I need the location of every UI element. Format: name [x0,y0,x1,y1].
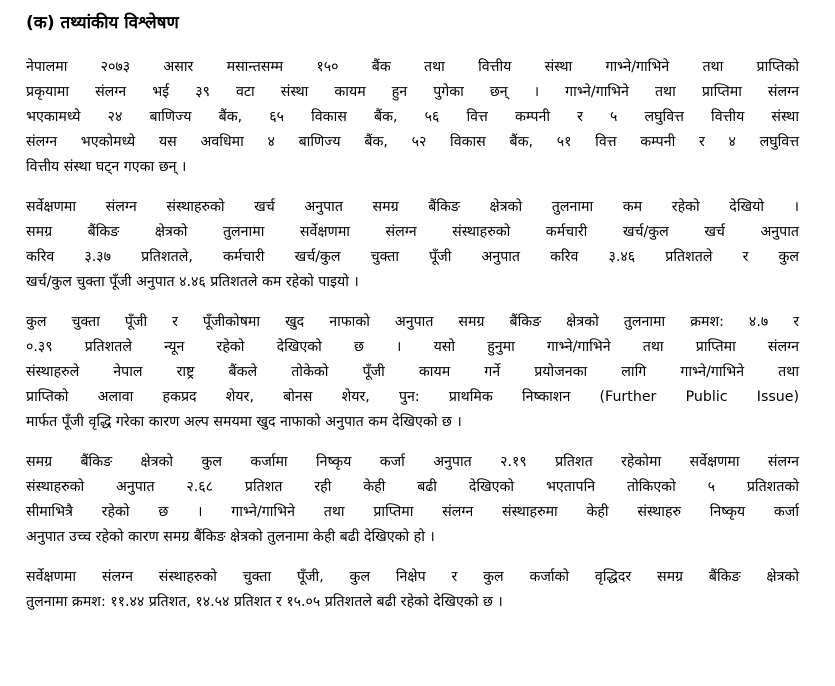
paragraph-3 [26,310,799,435]
text-line: कुल चुक्ता पूँजी र पूँजीकोषमा खुद नाफाको अनुपात समग्र बैंकिङ क्षेत्रको तुलनामा क्रमश: ४.७ र [26,314,799,330]
text-line: सीमाभित्रै रहेको छ । गाभ्ने/गाभिने तथा प्राप्तिमा संलग्न संस्थाहरुमा केही संस्थाहरु निष्कृय कर्जा [26,504,799,520]
text-line: सर्वेक्षणमा संलग्न संस्थाहरुको खर्च अनुपात समग्र बैंकिङ क्षेत्रको तुलनामा कम रहेको देखियो । [26,199,799,215]
text-line: करिव ३.३७ प्रतिशतले, कर्मचारी खर्च/कुल चुक्ता पूँजी अनुपात करिव ३.४६ प्रतिशतले र कुल [26,249,799,265]
text-line: अनुपात उच्च रहेको कारण समग्र बैंकिङ क्षेत्रको तुलनामा केही बढी देखिएको हो । [26,529,435,545]
text-line: प्रकृयामा संलग्न भई ३९ वटा संस्था कायम हुन पुगेका छन् । गाभ्ने/गाभिने तथा प्राप्तिमा संलग्न [26,84,799,100]
text-line: समग्र बैंकिङ क्षेत्रको कुल कर्जामा निष्कृय कर्जा अनुपात २.१९ प्रतिशत रहेकोमा सर्वेक्षणमा संलग्न [26,454,799,470]
text-line: प्राप्तिको अलावा हकप्रद शेयर, बोनस शेयर, पुन: प्राथमिक निष्काशन (Further Public Issue) [26,389,799,405]
text-line: सर्वेक्षणमा संलग्न संस्थाहरुको चुक्ता पूँजी, कुल निक्षेप र कुल कर्जाको वृद्धिदर समग्र बैंकिङ क्षेत्रको [26,569,799,585]
text-line: संस्थाहरुको अनुपात २.६८ प्रतिशत रही केही बढी देखिएको भएतापनि तोकिएको ५ प्रतिशतको [26,479,799,495]
text-line: वित्तीय संस्था घट्न गएका छन् । [26,159,187,175]
text-line: तुलनामा क्रमश: ११.४४ प्रतिशत, १४.५४ प्रतिशत र १५.०५ प्रतिशतले बढी रहेको देखिएको छ । [26,594,503,610]
text-line: भएकामध्ये २४ बाणिज्य बैंक, ६५ विकास बैंक, ५६ वित्त कम्पनी र ५ लघुवित्त वित्तीय संस्था [26,109,799,125]
paragraph-2 [26,195,799,295]
section-heading: (क) तथ्यांकीय विश्लेषण [26,13,179,33]
text-line: खर्च/कुल चुक्ता पूँजी अनुपात ४.४६ प्रतिशतले कम रहेको पाइयो । [26,274,359,290]
text-line: ०.३९ प्रतिशतले न्यून रहेको देखिएको छ । यसो हुनुमा गाभ्ने/गाभिने तथा प्राप्तिमा संलग्न [26,339,799,355]
text-line: समग्र बैंकिङ क्षेत्रको तुलनामा सर्वेक्षणमा संलग्न संस्थाहरुको कर्मचारी खर्च/कुल खर्च अनुपात [26,224,799,240]
text-line: मार्फत पूँजी वृद्धि गरेका कारण अल्प समयमा खुद नाफाको अनुपात कम देखिएको छ । [26,414,462,430]
text-line: संस्थाहरुले नेपाल राष्ट्र बैंकले तोकेको पूँजी कायम गर्ने प्रयोजनका लागि गाभ्ने/गाभिने तथा [26,364,799,380]
paragraph-4 [26,450,799,550]
paragraph-5 [26,565,799,615]
paragraph-1 [26,55,799,180]
text-line: संलग्न भएकोमध्ये यस अवधिमा ४ बाणिज्य बैंक, ५२ विकास बैंक, ५१ वित्त कम्पनी र ४ लघुवित्त [26,134,799,150]
text-line: नेपालमा २०७३ असार मसान्तसम्म १५० बैंक तथा वित्तीय संस्था गाभ्ने/गाभिने तथा प्राप्तिको [26,59,799,75]
